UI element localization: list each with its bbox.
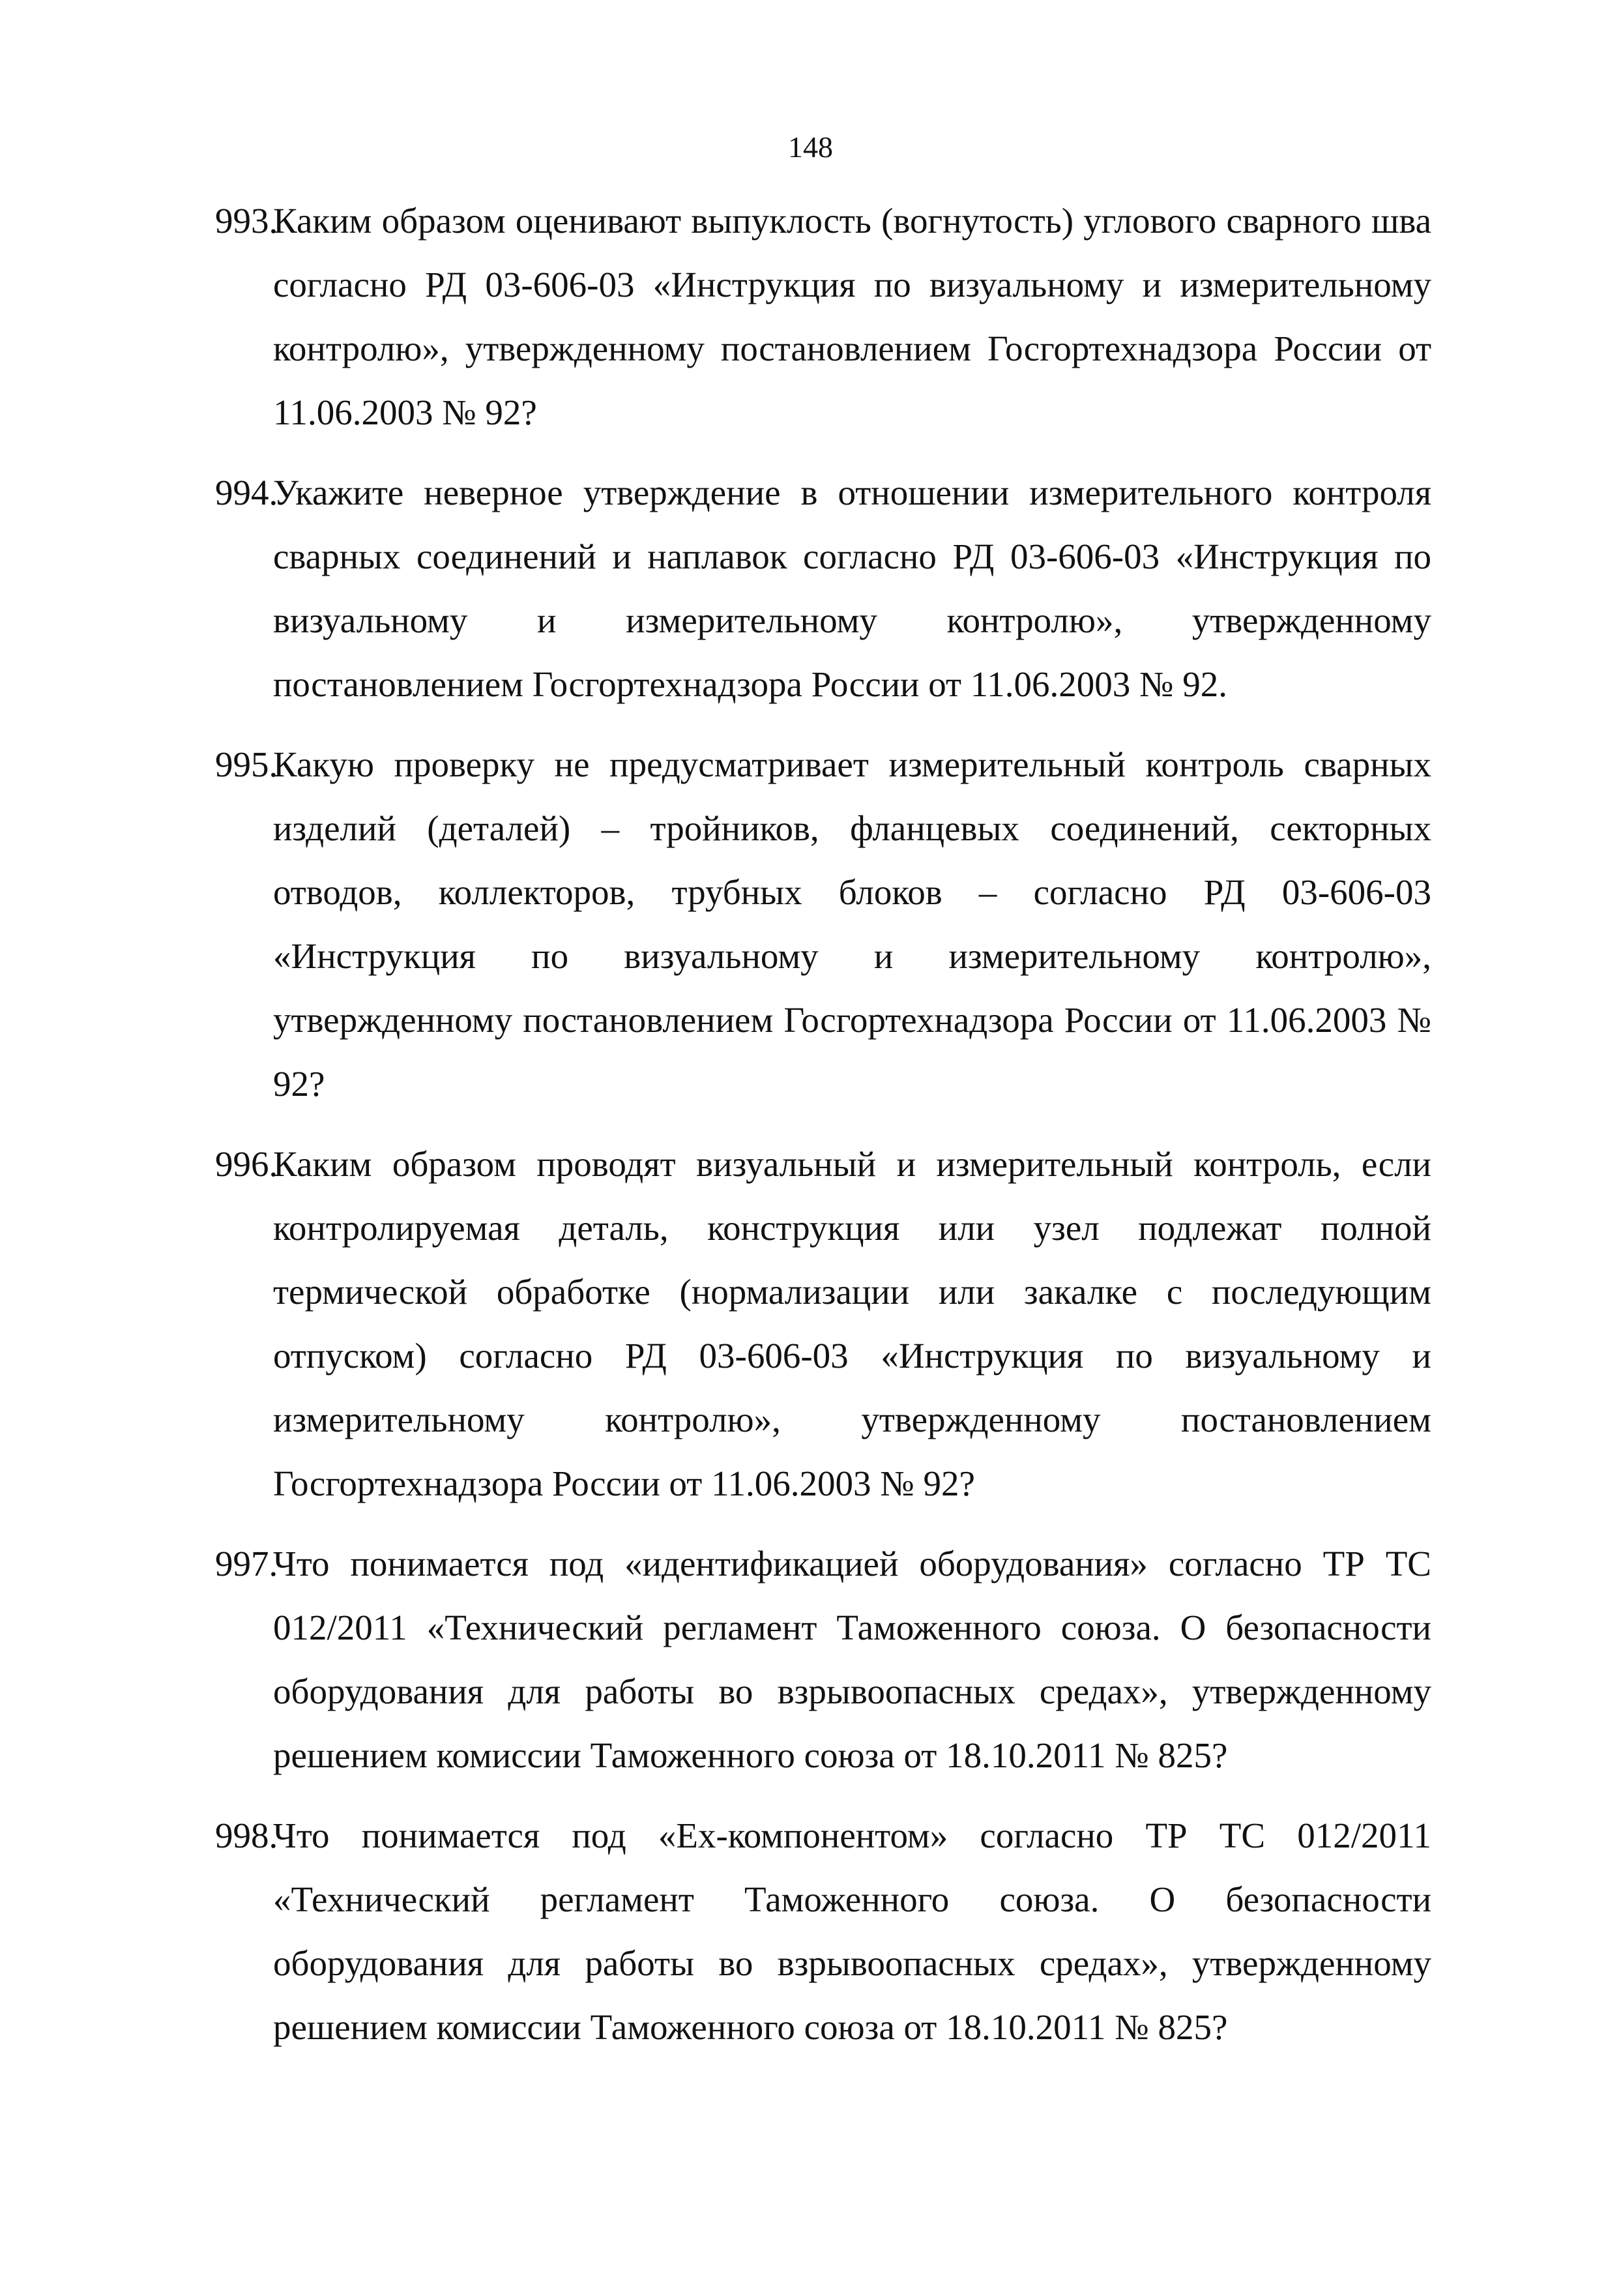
question-text: Что понимается под «идентификацией оборудования» согласно ТР ТС 012/2011 «Технический регламент Таможенного союза. О безопасности оборудования для работы во взрывоопасных средах», утвержденному решением комиссии Таможенного союза от 18.10.2011 № 825? bbox=[273, 1544, 1431, 1775]
question-text: Каким образом проводят визуальный и измерительный контроль, если контролируемая деталь, конструкция или узел подлежат полной термической обработке (нормализации или закалке с последующим отпуском) согласно РД 03-606-03 «Инструкция по визуальному и измерительному контролю», утвержденному постановлением Госгортехнадзора России от 11.06.2003 № 92? bbox=[273, 1144, 1431, 1503]
question-number: 998. bbox=[215, 1816, 278, 1855]
question-number: 994. bbox=[215, 473, 278, 512]
question-item bbox=[215, 733, 1431, 1116]
question-number: 996. bbox=[215, 1144, 278, 1184]
question-item bbox=[215, 1532, 1431, 1788]
question-text: Укажите неверное утверждение в отношении измерительного контроля сварных соединений и наплавок согласно РД 03-606-03 «Инструкция по визуальному и измерительному контролю», утвержденному постановлением Госгортехнадзора России от 11.06.2003 № 92. bbox=[273, 473, 1431, 704]
question-number: 995. bbox=[215, 744, 278, 784]
question-text: Каким образом оценивают выпуклость (вогнутость) углового сварного шва согласно РД 03-606-03 «Инструкция по визуальному и измерительному контролю», утвержденному постановлением Госгортехнадзора России от 11.06.2003 № 92? bbox=[273, 201, 1431, 432]
question-number: 997. bbox=[215, 1544, 278, 1583]
question-item bbox=[215, 1804, 1431, 2059]
question-text: Что понимается под «Ех-компонентом» согласно ТР ТС 012/2011 «Технический регламент Таможенного союза. О безопасности оборудования для работы во взрывоопасных средах», утвержденному решением комиссии Таможенного союза от 18.10.2011 № 825? bbox=[273, 1816, 1431, 2047]
question-item bbox=[215, 1132, 1431, 1516]
question-list bbox=[215, 189, 1431, 2076]
question-number: 993. bbox=[215, 201, 278, 241]
page-number: 148 bbox=[788, 130, 833, 164]
question-text: Какую проверку не предусматривает измерительный контроль сварных изделий (деталей) – тройников, фланцевых соединений, секторных отводов, коллекторов, трубных блоков – согласно РД 03-606-03 «Инструкция по визуальному и измерительному контролю», утвержденному постановлением Госгортехнадзора России от 11.06.2003 № 92? bbox=[273, 744, 1431, 1104]
question-item bbox=[215, 461, 1431, 716]
question-item bbox=[215, 189, 1431, 445]
